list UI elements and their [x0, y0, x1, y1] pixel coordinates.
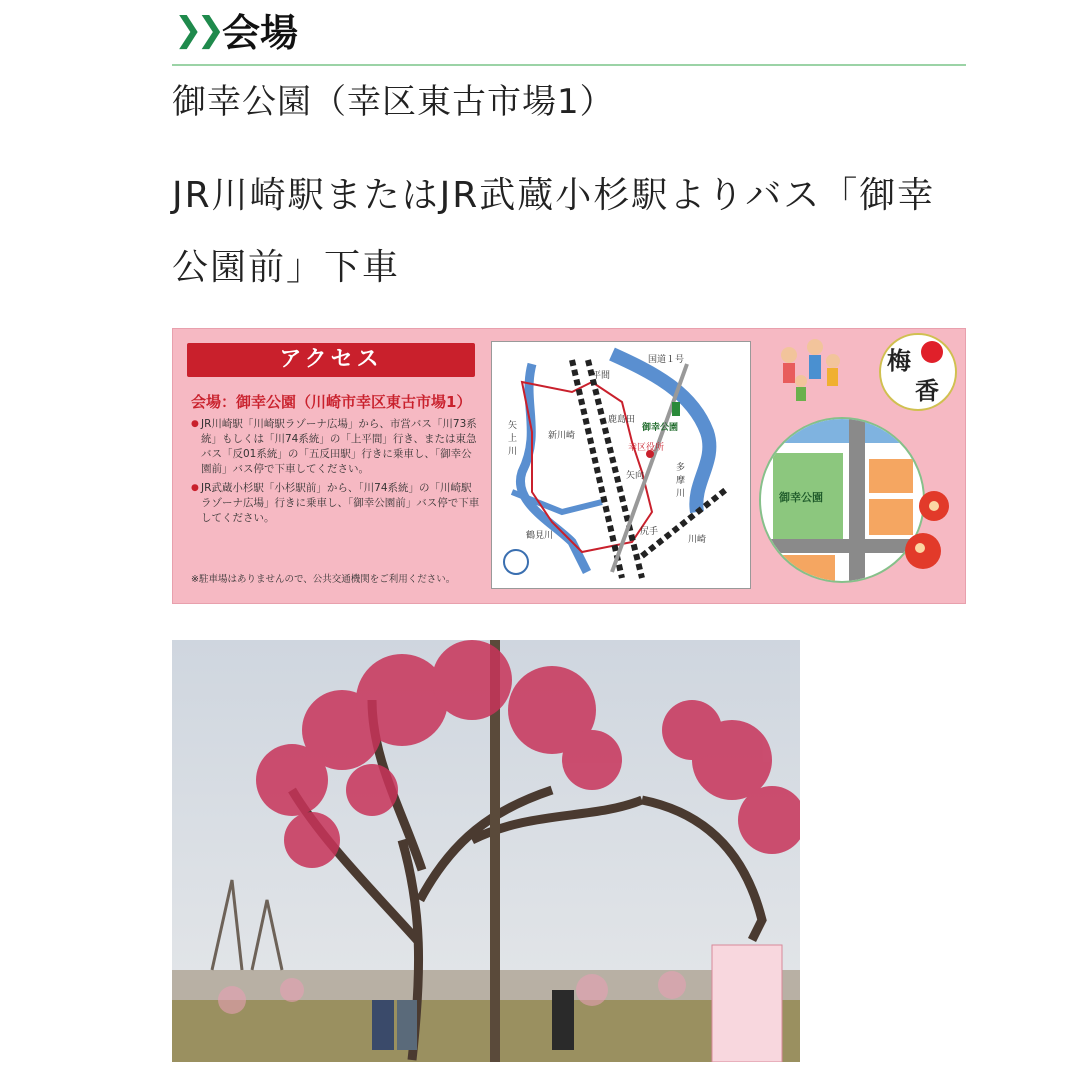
section-title: 会場	[222, 11, 299, 55]
banner-directions	[191, 417, 481, 530]
plum-blossom-icon	[921, 341, 943, 363]
access-description: JR川崎駅またはJR武蔵小杉駅よりバス「御幸公園前」下車	[172, 175, 936, 288]
map-label: 鶴見川	[526, 531, 554, 541]
plum-tree-photo	[172, 640, 800, 1062]
park-detail-map	[759, 417, 925, 583]
direction-item: ● JR川崎駅「川崎駅ラゾーナ広場」から、市営バス「川73系統」もしくは「川74系統」の「上平間」行き、または東急バス「反01系統」の「五反田駅」行きに乗車し、「御幸公園前」バス停で下車してください。	[191, 417, 481, 477]
section-header	[172, 0, 966, 66]
map-label: 川崎	[688, 535, 707, 545]
map-label: 国道１号	[648, 355, 685, 365]
map-label: 尻手	[640, 527, 659, 537]
map-label: 多摩川	[676, 463, 686, 499]
banner-title: アクセス	[187, 343, 475, 377]
access-map	[491, 341, 751, 589]
map-label: 矢向	[626, 471, 645, 481]
map-label: 鹿島田	[608, 415, 636, 425]
double-chevron-right-icon: ❯❯	[174, 10, 219, 50]
photo-drawing	[172, 640, 800, 1062]
plum-flower-icon	[919, 491, 949, 521]
map-label: 御幸公園	[779, 491, 823, 504]
direction-item: ● JR武蔵小杉駅「小杉駅前」から、「川74系統」の「川崎駅ラゾーナ広場」行きに乗車し、「御幸公園前」バス停で下車してください。	[191, 481, 481, 526]
family-illustration-icon	[769, 335, 855, 415]
map-drawing	[492, 342, 750, 588]
venue-address: 御幸公園（幸区東古市場1）	[172, 82, 615, 122]
plum-flower-icon	[905, 533, 941, 569]
logo-char: 梅	[887, 346, 911, 375]
map-label: 幸区役所	[628, 443, 665, 453]
map-label: 御幸公園	[642, 423, 679, 433]
access-banner-image	[172, 328, 966, 604]
ume-festival-logo	[879, 333, 957, 411]
parking-note: ※駐車場はありませんので、公共交通機関をご利用ください。	[191, 574, 456, 585]
logo-char: 香	[915, 376, 939, 405]
map-label: 新川崎	[548, 431, 576, 441]
map-label: 平間	[592, 371, 611, 381]
map-label: 矢上川	[508, 421, 518, 457]
banner-venue: 会場：御幸公園（川崎市幸区東古市場1）	[191, 393, 472, 411]
